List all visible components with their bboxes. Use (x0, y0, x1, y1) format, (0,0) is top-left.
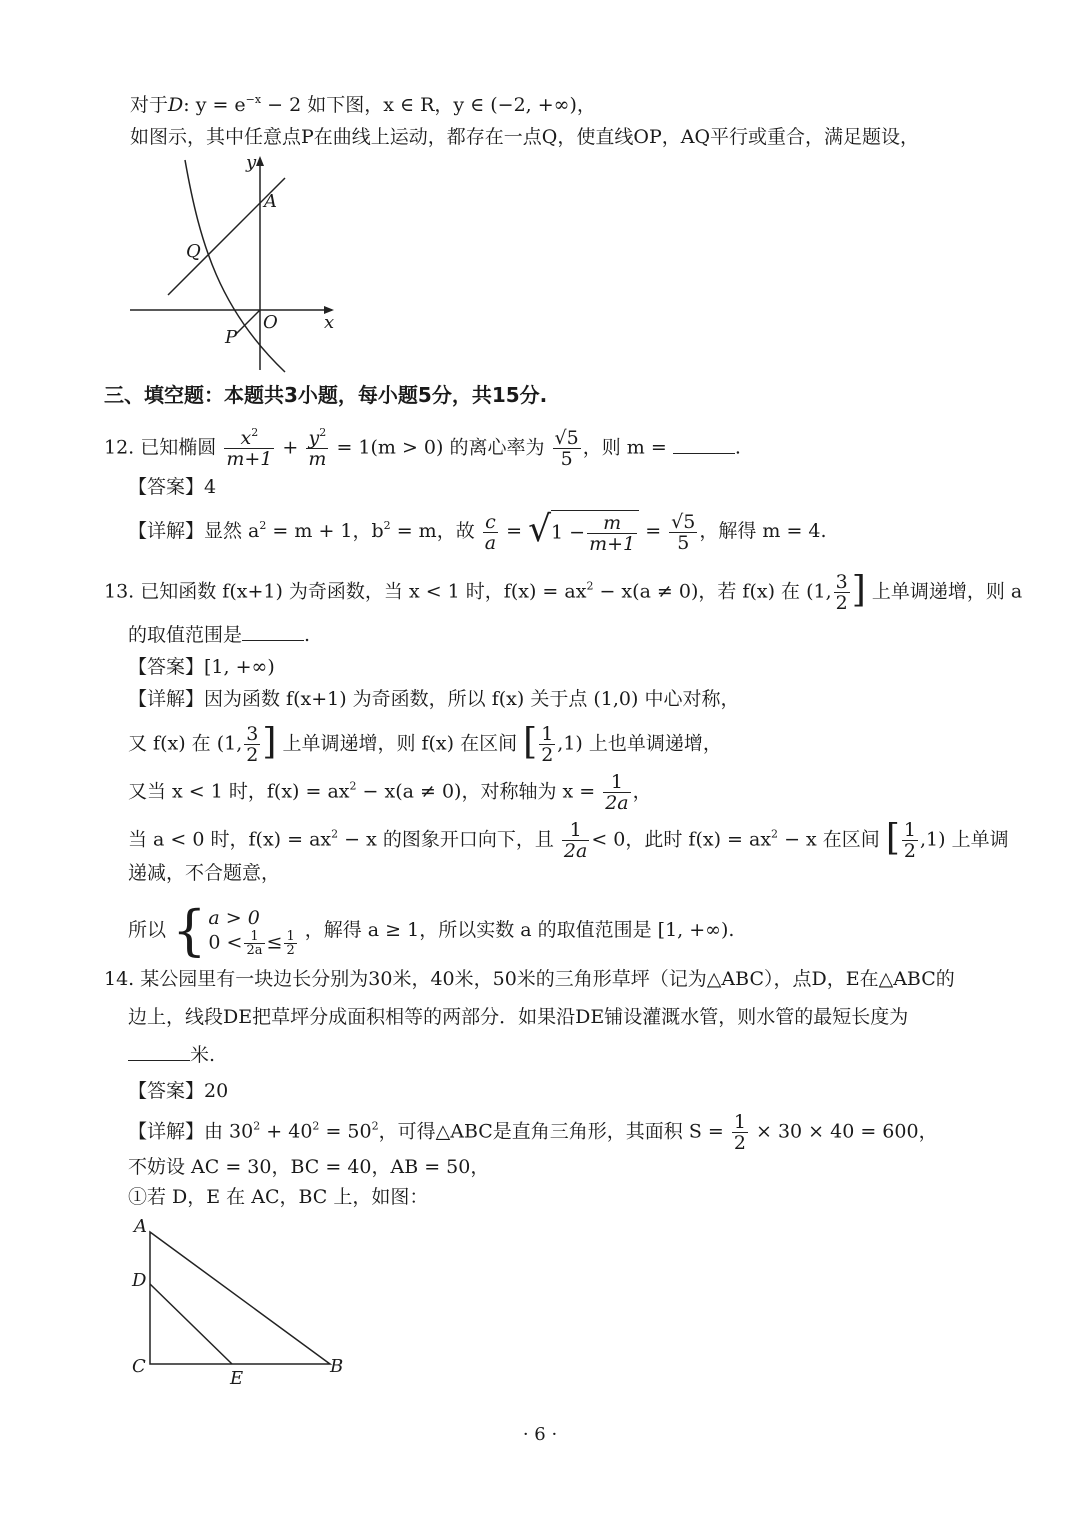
intro-line-2: 如图示，其中任意点P在曲线上运动，都存在一点Q，使直线OP，AQ平行或重合，满足题设， (130, 126, 920, 148)
label-y: y (246, 152, 257, 173)
q13-answer: 【答案】[1, +∞) (128, 656, 275, 678)
section-heading: 三、填空题：本题共3小题，每小题5分，共15分. (104, 383, 548, 407)
q14-stem-3: 米. (128, 1042, 215, 1068)
y-axis-arrow (256, 156, 264, 166)
label-a: A (264, 191, 277, 212)
q14-detail-2: 不妨设 AC = 30，BC = 40，AB = 50， (128, 1156, 490, 1178)
q12-answer: 【答案】4 (128, 476, 217, 498)
equation-system: { a > 0 0 < $\frac{1}{2a}$ ≤ $\frac{1}{2}$ (172, 899, 295, 962)
q14-stem-1: 14. 某公园里有一块边长分别为30米，40米，50米的三角形草坪（记为△ABC），点D，E在△ABC的 (104, 968, 955, 990)
label-a: A (134, 1216, 147, 1237)
q14-detail-1: 【详解】由 $30^2 + 40^2 = 50^2$，可得△ABC是直角三角形，其面积 S = $\frac{1}{2}$ × 30 × 40 = 600， (128, 1111, 938, 1154)
q13-detail-5: 递减，不合题意， (128, 862, 281, 884)
q12-stem: 12. 已知椭圆 $\frac{x^2}{m+1}$ + $\frac{y^2}{m}$ = 1(m > 0) 的离心率为 $\frac{√5}{5}$ ，则 m = . (104, 426, 741, 470)
q13-detail-2: 又 f(x) 在 (1, $\frac{3}{2}$ ] 上单调递增，则 f(x) 在区间 [ $\frac{1}{2}$ ,1) 上也单调递增， (128, 721, 722, 766)
label-q: Q (186, 241, 201, 262)
label-o: O (263, 312, 278, 333)
label-x: x (324, 312, 335, 333)
label-c: C (132, 1356, 146, 1377)
q12-answer-blank (673, 435, 735, 454)
q13-detail-1: 【详解】因为函数 f(x+1) 为奇函数，所以 f(x) 关于点 (1,0) 中心对称， (128, 688, 740, 710)
label-p: P (225, 327, 238, 348)
q12-detail: 【详解】显然 $a^2 = m + 1$，$b^2 = m$，故 $\frac{c}{a}$ = √1 − $\frac{m}{m+1}$ = $\frac{√5}{5}$ ，解得 m = 4. (128, 509, 827, 555)
q14-answer-blank (128, 1042, 190, 1061)
page-number: · 6 · (522, 1424, 558, 1445)
q13-detail-6: 所以 { a > 0 0 < $\frac{1}{2a}$ ≤ $\frac{1}{2}$ ，解得 a ≥ 1，所以实数 a 的取值范围是 [1, +∞). (128, 899, 735, 962)
q13-answer-blank (242, 622, 304, 641)
line-op (235, 310, 260, 335)
exp-curve-graph (120, 150, 350, 380)
q13-detail-4: 当 a < 0 时，$f(x) = ax^2 - x$ 的图象开口向下，且 $\frac{1}{2a}$ < 0，此时 $f(x) = ax^2 - x$ 在区间 [ $\frac{1}{2}$ ,1) 上单调 (128, 817, 1009, 862)
q13-stem-1: 13. 已知函数 f(x+1) 为奇函数，当 x < 1 时，$f(x) = ax^2 - x(a \ne 0)$，若 f(x) 在 (1, $\frac{3}{2}$ ] 上单调递增，则 a (104, 569, 1023, 614)
triangle-abc (150, 1232, 330, 1364)
triangle-figure (120, 1212, 360, 1392)
q14-stem-2: 边上，线段DE把草坪分成面积相等的两部分．如果沿DE铺设灌溉水管，则水管的最短长度为 (128, 1006, 909, 1028)
q14-detail-3: ①若 D，E 在 AC，BC 上，如图： (128, 1186, 429, 1208)
label-e: E (230, 1368, 244, 1389)
intro-line-1: 对于D: $y = e^{-x} - 2$ 如下图，x ∈ R，y ∈ (−2, +∞)， (130, 93, 596, 116)
segment-de (150, 1284, 232, 1364)
label-b: B (330, 1356, 344, 1377)
q14-answer: 【答案】20 (128, 1080, 229, 1102)
label-d: D (132, 1270, 147, 1291)
q13-detail-3: 又当 x < 1 时，$f(x) = ax^2 - x(a \ne 0)$，对称轴为 x = $\frac{1}{2a}$ ， (128, 771, 652, 814)
q13-stem-2: 的取值范围是 . (128, 624, 311, 646)
